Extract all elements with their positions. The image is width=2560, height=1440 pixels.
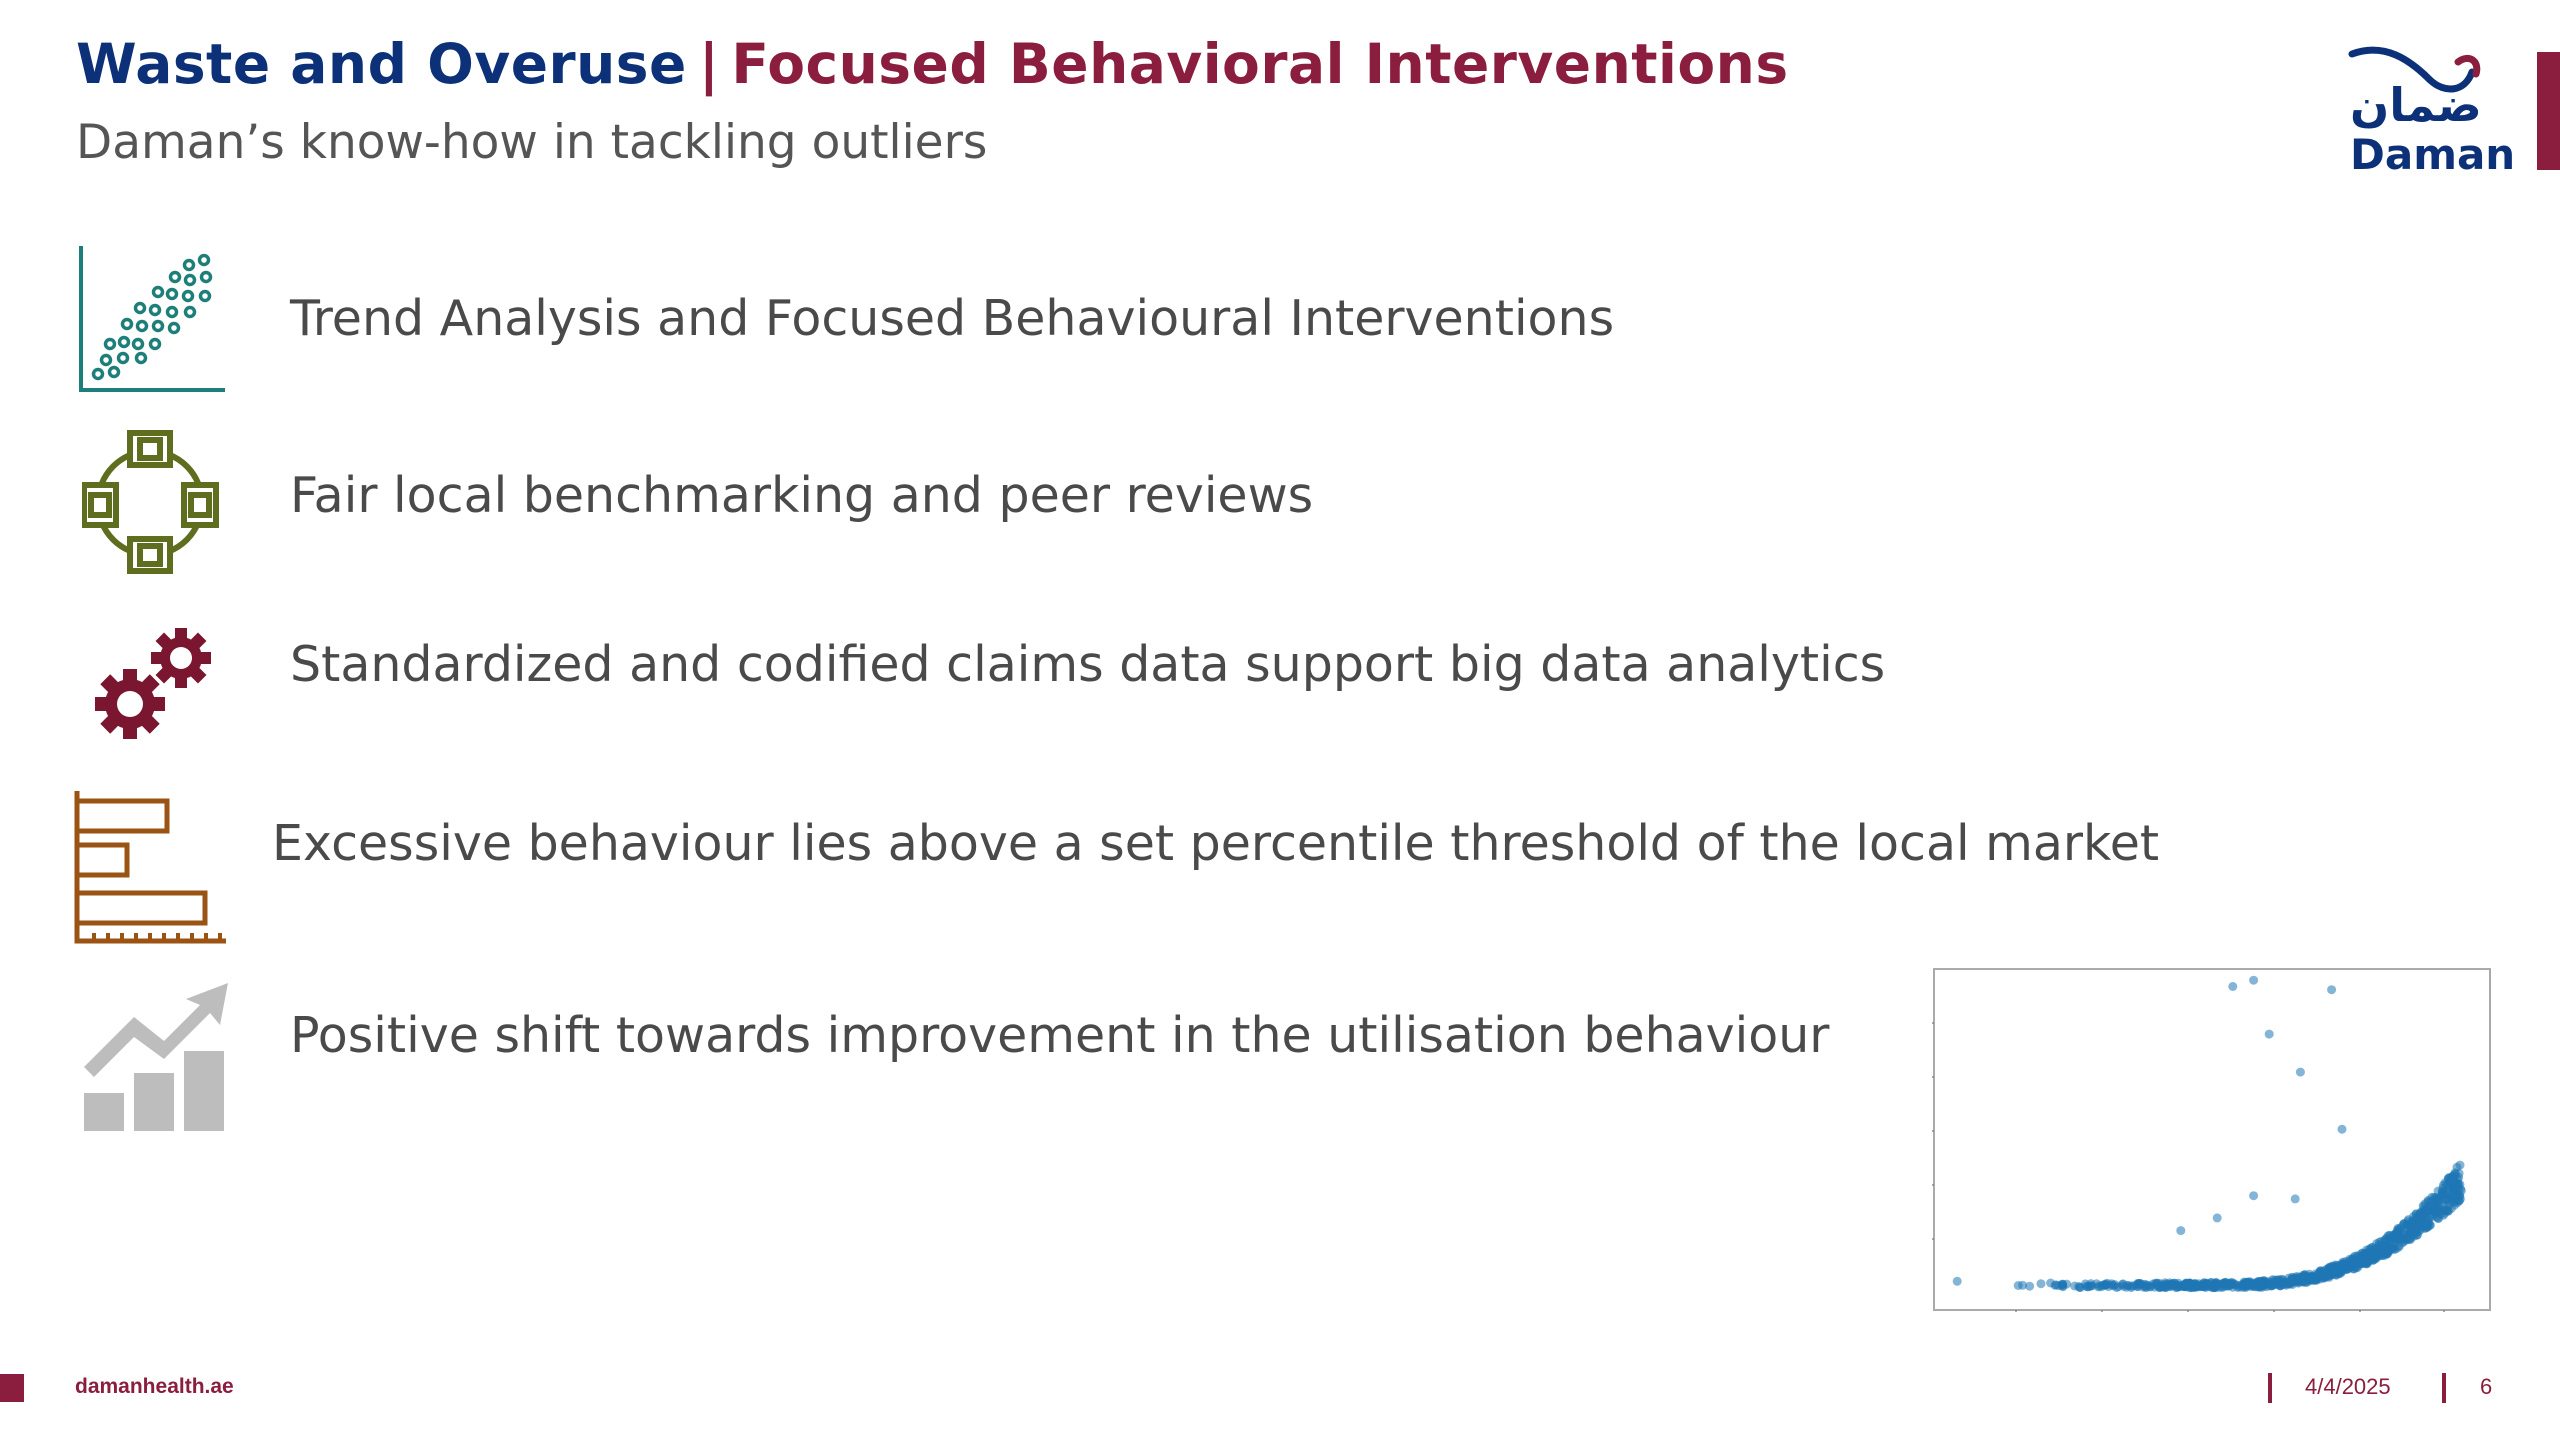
scatter-point — [2133, 1279, 2142, 1288]
scatter-point — [2456, 1161, 2465, 1170]
item-label: Excessive behaviour lies above a set percentile threshold of the local market — [272, 815, 2160, 872]
scatter-point — [2299, 1273, 2308, 1282]
scatter-point-outlier — [1953, 1277, 1962, 1286]
scatter-point — [2405, 1230, 2414, 1239]
scatter-point-outlier — [2228, 982, 2237, 991]
scatter-point — [2446, 1194, 2455, 1203]
footer-page-number: 6 — [2480, 1374, 2493, 1399]
title-part-2: Focused Behavioral Interventions — [731, 32, 1789, 96]
scatter-point — [2449, 1172, 2458, 1181]
scatter-point — [2211, 1283, 2220, 1292]
scatter-plot-icon — [78, 244, 228, 394]
scatter-point — [2309, 1273, 2318, 1282]
scatter-point — [2384, 1231, 2393, 1240]
footer-website: damanhealth.ae — [75, 1375, 234, 1398]
scatter-point-outlier — [2327, 985, 2336, 994]
scatter-point-outlier — [2338, 1125, 2347, 1134]
scatter-point — [2422, 1223, 2431, 1232]
item-label: Fair local benchmarking and peer reviews — [290, 467, 1314, 524]
footer-date: 4/4/2025 — [2305, 1374, 2391, 1399]
bar-chart-icon — [74, 789, 230, 945]
scatter-point — [2025, 1282, 2034, 1291]
scatter-point — [2455, 1196, 2464, 1205]
edge-accent-bar — [2537, 52, 2560, 170]
scatter-point — [2189, 1282, 2198, 1291]
scatter-point — [2265, 1281, 2274, 1290]
footer-divider — [2268, 1373, 2272, 1403]
slide-title — [76, 32, 1789, 96]
scatter-point — [2181, 1279, 2190, 1288]
scatter-point-outlier — [2176, 1226, 2185, 1235]
item-label: Positive shift towards improvement in the utilisation behaviour — [290, 1007, 1830, 1064]
scatter-point — [2383, 1249, 2392, 1258]
scatter-point — [2442, 1206, 2451, 1215]
chart-frame — [1934, 969, 2490, 1310]
scatter-point-outlier — [2213, 1213, 2222, 1222]
footer-divider — [2442, 1373, 2446, 1403]
scatter-point-outlier — [2249, 976, 2258, 985]
scatter-point-outlier — [2249, 1191, 2258, 1200]
scatter-point — [2446, 1183, 2455, 1192]
growth-chart-icon — [82, 979, 232, 1135]
scatter-point — [2082, 1282, 2091, 1291]
scatter-point — [2239, 1280, 2248, 1289]
scatter-point — [2014, 1281, 2023, 1290]
scatter-point — [2329, 1267, 2338, 1276]
scatter-point-outlier — [2265, 1030, 2274, 1039]
scatter-point — [2252, 1279, 2261, 1288]
scatter-point-outlier — [2291, 1194, 2300, 1203]
title-part-1: Waste and Overuse — [76, 32, 687, 96]
scatter-point — [2058, 1280, 2067, 1289]
scatter-point — [2366, 1255, 2375, 1264]
scatter-point — [2351, 1258, 2360, 1267]
scatter-point — [2396, 1234, 2405, 1243]
logo-arabic-text: ضمان — [2350, 78, 2482, 132]
logo-english-text: Daman — [2350, 130, 2516, 179]
gears-icon — [88, 616, 218, 746]
scatter-point — [2432, 1193, 2441, 1202]
network-ring-icon — [82, 427, 222, 577]
slide-subtitle: Daman’s know-how in tackling outliers — [76, 115, 988, 170]
scatter-point — [2037, 1279, 2046, 1288]
item-label: Standardized and codified claims data support big data analytics — [290, 636, 1886, 693]
scatter-point — [2415, 1211, 2424, 1220]
footer-accent-square — [0, 1374, 24, 1402]
scatter-point — [2200, 1278, 2209, 1287]
outlier-scatter-chart — [1932, 967, 2492, 1312]
scatter-point-outlier — [2296, 1068, 2305, 1077]
scatter-point — [2426, 1202, 2435, 1211]
scatter-point — [2161, 1282, 2170, 1291]
scatter-point — [2118, 1280, 2127, 1289]
item-label: Trend Analysis and Focused Behavioural Interventions — [290, 290, 1615, 347]
title-separator: | — [698, 32, 720, 96]
